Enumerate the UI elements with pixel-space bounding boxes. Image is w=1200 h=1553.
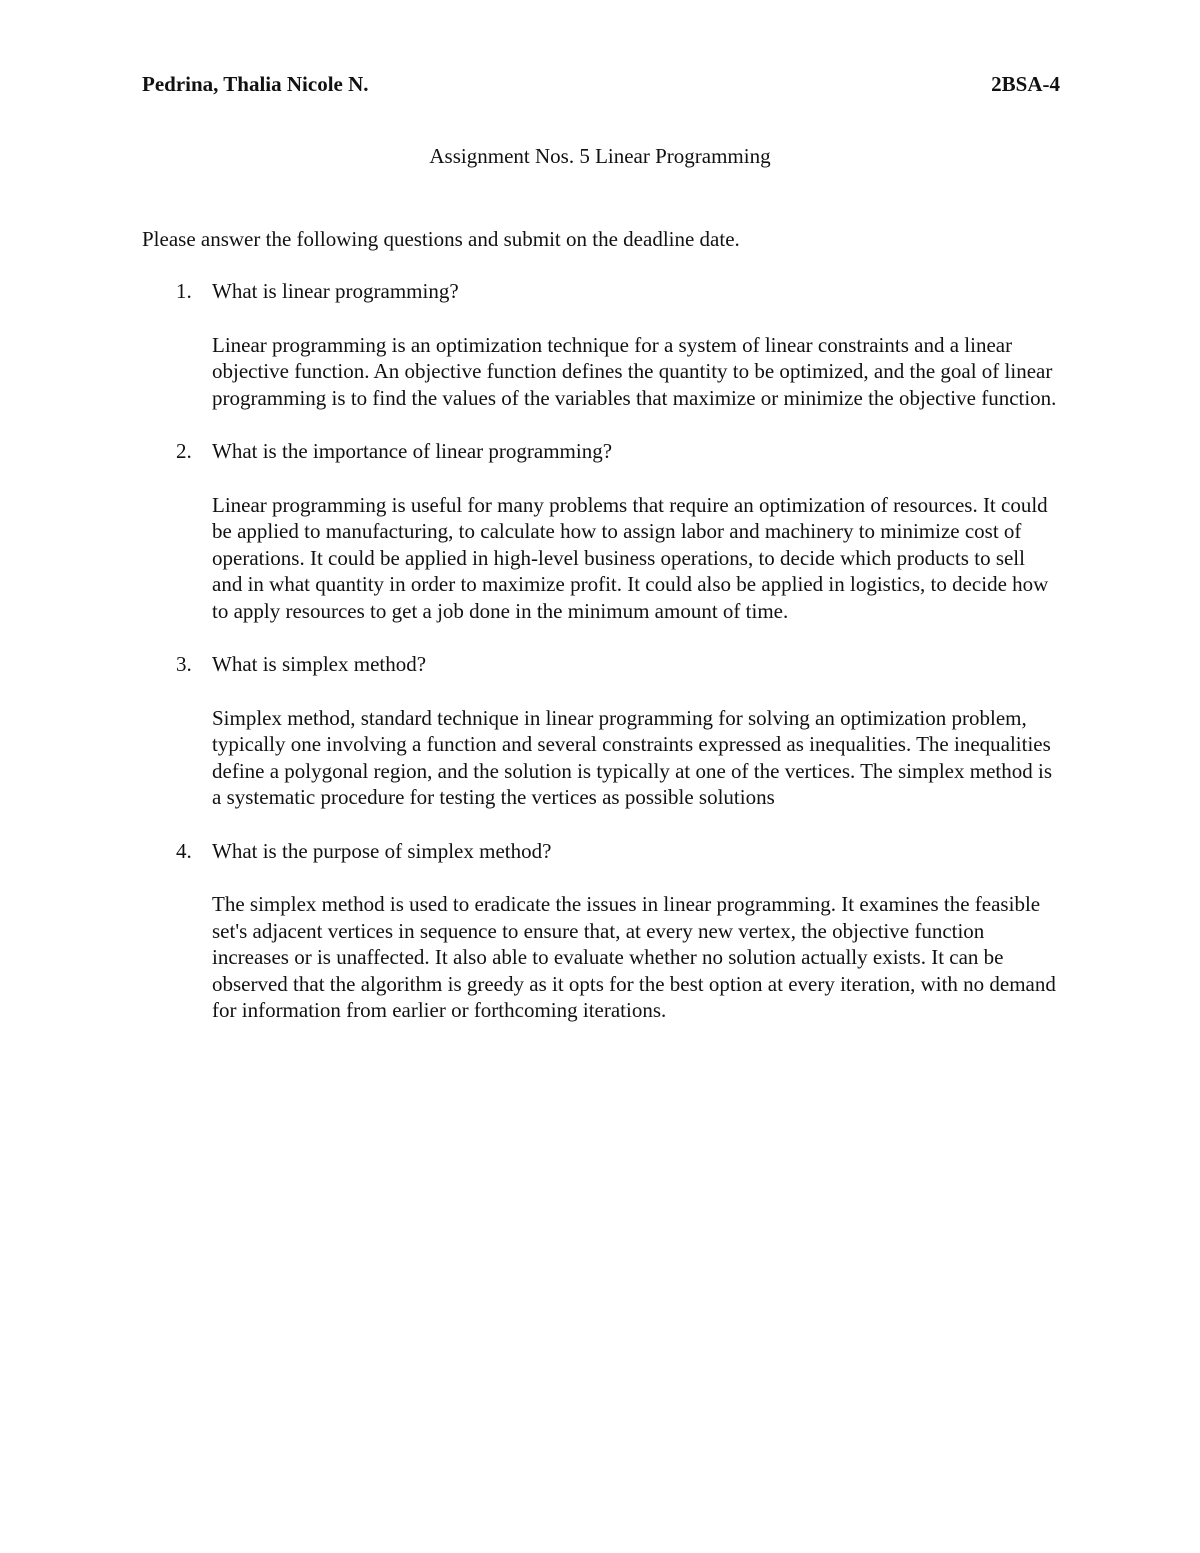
answer-text: Simplex method, standard technique in linear programming for solving an optimization problem, typically one involving a function and several constraints expressed as inequalities. The inequalities define a polygonal region, and the solution is typically at one of the vertices. The simplex method is a systematic procedure for testing the vertices as possible solutions [212, 705, 1052, 809]
question-item [142, 278, 1060, 411]
question-item [142, 838, 1060, 1024]
question-text: What is the purpose of simplex method? [212, 838, 552, 863]
question-number: 3. [176, 652, 192, 676]
question-number: 2. [176, 439, 192, 463]
question-item [142, 438, 1060, 624]
instructions: Please answer the following questions and submit on the deadline date. [142, 227, 740, 251]
student-name: Pedrina, Thalia Nicole N. [142, 72, 369, 96]
answer-text: Linear programming is useful for many problems that require an optimization of resources. It could be applied to manufacturing, to calculate how to assign labor and machinery to minimize cost of operations. It could be applied in high-level business operations, to decide which products to sell and in what quantity in order to maximize profit. It could also be applied in logistics, to decide how to apply resources to get a job done in the minimum amount of time. [212, 492, 1049, 623]
question-number: 1. [176, 279, 192, 303]
assignment-title: Assignment Nos. 5 Linear Programming [429, 144, 771, 168]
document-header [142, 70, 1060, 98]
question-number: 4. [176, 838, 192, 863]
question-text: What is the importance of linear programming? [212, 439, 613, 463]
question-text: What is simplex method? [212, 652, 427, 676]
question-item [142, 651, 1060, 811]
answer-text: Linear programming is an optimization technique for a system of linear constraints and a linear objective function. An objective function defines the quantity to be optimized, and the goal of linear programming is to find the values of the variables that maximize or minimize the objective function. [212, 332, 1057, 410]
answer-text: The simplex method is used to eradicate the issues in linear programming. It examines the feasible set's adjacent vertices in sequence to ensure that, at every new vertex, the objective function increases or is unaffected. It also able to evaluate whether no solution actually exists. It can be observed that the algorithm is greedy as it opts for the best option at every iteration, with no demand for information from earlier or forthcoming iterations. [212, 892, 1056, 1022]
student-section: 2BSA-4 [991, 72, 1060, 96]
question-list [142, 278, 1060, 1051]
question-text: What is linear programming? [212, 279, 459, 303]
